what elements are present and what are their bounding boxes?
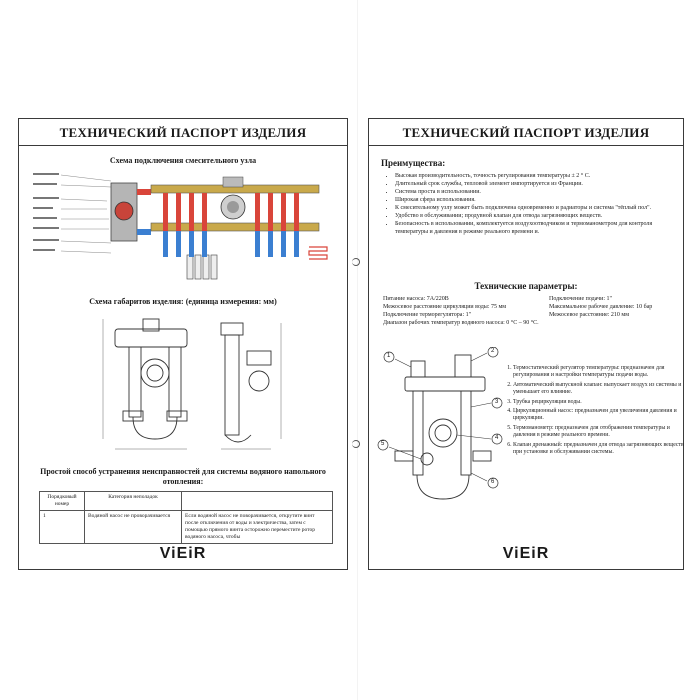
params-right-column	[549, 295, 675, 319]
list-item: 4. Циркуляционный насос: предназначен для увеличения давления и циркуляции.	[513, 408, 689, 423]
advantages-list	[369, 172, 683, 236]
binding-clip	[352, 258, 360, 266]
right-page	[368, 118, 684, 570]
table-row	[40, 511, 333, 544]
param-line: Межосевое расстояние циркуляции воды: 75 мм	[383, 304, 507, 310]
callout-label: 4	[495, 435, 499, 441]
table-cell: Если водяной насос не поворачивается, открутите винт после отключения от воды и электричества, затем с помощью прямого винта осторожно переместите ротор водяного насоса, чтобы	[182, 511, 333, 544]
params-title: Технические параметры:	[474, 281, 578, 291]
connection-scheme-figure	[19, 163, 349, 283]
list-item: • Длительный срок службы, тепловой элемент импортируется из Франции.	[395, 180, 669, 188]
param-line: Максимальное рабочее давление: 10 бар	[549, 304, 653, 310]
params-left-column	[383, 295, 543, 327]
callout-label: 5	[381, 441, 385, 447]
underfloor-loop	[309, 247, 327, 259]
list-item: 5. Термоманометр: предназначен для отображения температуры и давления в режиме реального времени.	[513, 425, 689, 440]
list-item: • Безопасность в использовании, комплектуется воздухоотводчиком и термоманометром для контроля температуры и давления в режиме реального времени и.	[395, 220, 669, 236]
page-title: ТЕХНИЧЕСКИЙ ПАСПОРТ ИЗДЕЛИЯ	[369, 125, 683, 146]
table-header-cell	[182, 492, 333, 511]
param-line: Диапазон рабочих температур водяного насоса: 0 °C – 90 °C.	[383, 320, 539, 326]
param-line: Подключение подачи: 1"	[549, 296, 612, 302]
components-list	[501, 365, 689, 458]
binding-clip	[352, 440, 360, 448]
dimensions-title: Схема габаритов изделия: (единица измерения: мм)	[89, 297, 277, 306]
callout-label: 1	[387, 353, 391, 359]
list-item: • Широкая сфера использования.	[395, 196, 669, 204]
advantages-title: Преимущества:	[381, 158, 446, 168]
param-line: Питание насоса: 7А/220В	[383, 296, 449, 302]
page-fold	[357, 0, 358, 700]
list-item: • Высокая производительность, точность регулирования температуры ± 2 ° С.	[395, 172, 669, 180]
scheme-title: Схема подключения смесительного узла	[109, 156, 257, 165]
list-item: 2. Автоматический выпускной клапан: выпускает воздух из системы и уменьшает его влияние.	[513, 382, 689, 397]
table-header-row	[40, 492, 333, 511]
param-line: Подключение терморегулятора: 1"	[383, 312, 472, 318]
pump-icon	[115, 202, 133, 220]
callout-label: 2	[491, 348, 495, 354]
table-header-cell: Порядковый номер	[40, 492, 85, 511]
callout-labels	[369, 347, 509, 507]
brand-logo: ViEiR	[502, 545, 550, 562]
list-item: • К смесительному узлу может быть подключена одновременно и радиаторы и система "тёплый пол".	[395, 204, 669, 212]
left-page	[18, 118, 348, 570]
list-item: • Система проста в использовании.	[395, 188, 669, 196]
dimensions-figure	[19, 311, 349, 461]
table-cell: 1	[40, 511, 85, 544]
troubleshooting-title: Простой способ устранения неисправностей для системы водяного напольного отопления:	[40, 467, 326, 486]
table-header-cell: Категория неполадок	[85, 492, 182, 511]
list-item: 3. Трубка рециркуляции воды.	[513, 399, 689, 406]
callout-label: 6	[491, 479, 495, 485]
list-item: • Удобство в обслуживании; продувной клапан для отвода загрязняющих веществ.	[395, 212, 669, 220]
table-cell: Водяной насос не проворачивается	[85, 511, 182, 544]
param-line: Межосевое расстояние: 210 мм	[549, 312, 630, 318]
scheme-leader-lines	[61, 175, 111, 253]
page-title: ТЕХНИЧЕСКИЙ ПАСПОРТ ИЗДЕЛИЯ	[19, 125, 347, 146]
troubleshooting-table	[39, 491, 333, 544]
scheme-label-marks	[33, 173, 59, 251]
dimension-lines	[103, 319, 281, 449]
list-item: 6. Клапан дренажный: предназначен для отвода загрязняющих веществ при установке и обслуживании системы.	[513, 442, 689, 457]
callout-label: 3	[495, 399, 499, 405]
brand-logo: ViEiR	[159, 545, 207, 562]
list-item: 1. Термостатический регулятор температуры: предназначен для регулирования и настройки температуры подачи воды.	[513, 365, 689, 380]
radiator-icon	[187, 255, 217, 279]
